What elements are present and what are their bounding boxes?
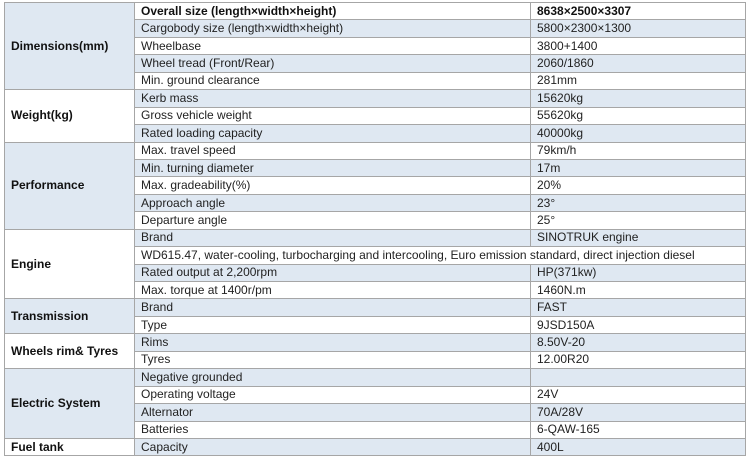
value-cell: 8.50V-20 (531, 334, 746, 351)
table-row (5, 3, 746, 20)
table-row (5, 299, 746, 316)
table-row (5, 229, 746, 246)
value-cell: 23° (531, 194, 746, 211)
category-cell: Wheels rim& Tyres (5, 334, 135, 369)
value-cell: SINOTRUK engine (531, 229, 746, 246)
value-cell: 17m (531, 159, 746, 176)
parameter-cell: Approach angle (135, 194, 531, 211)
wide-description-cell: WD615.47, water-cooling, turbocharging and intercooling, Euro emission standard, direct injection diesel (135, 247, 746, 264)
category-cell: Transmission (5, 299, 135, 334)
value-cell: 20% (531, 177, 746, 194)
parameter-cell: Rated output at 2,200rpm (135, 264, 531, 281)
spec-table-container (4, 2, 745, 456)
value-cell: 55620kg (531, 107, 746, 124)
spec-table-body (5, 3, 746, 456)
value-cell: 6-QAW-165 (531, 421, 746, 438)
parameter-cell: Alternator (135, 404, 531, 421)
parameter-cell: Kerb mass (135, 90, 531, 107)
value-cell: 281mm (531, 72, 746, 89)
parameter-cell: Min. ground clearance (135, 72, 531, 89)
parameter-cell: Departure angle (135, 212, 531, 229)
value-cell: 24V (531, 386, 746, 403)
value-cell: 12.00R20 (531, 351, 746, 368)
parameter-cell: Cargobody size (length×width×height) (135, 20, 531, 37)
table-row (5, 142, 746, 159)
value-cell: 2060/1860 (531, 55, 746, 72)
value-cell: 25° (531, 212, 746, 229)
parameter-cell: Negative grounded (135, 369, 531, 386)
value-cell: 40000kg (531, 125, 746, 142)
spec-table (4, 2, 746, 456)
value-cell: 3800+1400 (531, 37, 746, 54)
parameter-cell: Type (135, 316, 531, 333)
category-cell: Dimensions(mm) (5, 3, 135, 90)
parameter-cell: Max. travel speed (135, 142, 531, 159)
parameter-cell: Overall size (length×width×height) (135, 3, 531, 20)
parameter-cell: Wheel tread (Front/Rear) (135, 55, 531, 72)
parameter-cell: Max. gradeability(%) (135, 177, 531, 194)
value-cell: 8638×2500×3307 (531, 3, 746, 20)
category-cell: Weight(kg) (5, 90, 135, 142)
table-row (5, 369, 746, 386)
table-row (5, 334, 746, 351)
category-cell: Electric System (5, 369, 135, 439)
value-cell: 400L (531, 438, 746, 455)
parameter-cell: Rated loading capacity (135, 125, 531, 142)
parameter-cell: Batteries (135, 421, 531, 438)
value-cell: HP(371kw) (531, 264, 746, 281)
parameter-cell: Capacity (135, 438, 531, 455)
category-cell: Engine (5, 229, 135, 299)
value-cell (531, 369, 746, 386)
value-cell: 70A/28V (531, 404, 746, 421)
parameter-cell: Min. turning diameter (135, 159, 531, 176)
parameter-cell: Rims (135, 334, 531, 351)
category-cell: Performance (5, 142, 135, 229)
value-cell: 9JSD150A (531, 316, 746, 333)
table-row (5, 438, 746, 455)
category-cell: Fuel tank (5, 438, 135, 455)
value-cell: 5800×2300×1300 (531, 20, 746, 37)
value-cell: 1460N.m (531, 282, 746, 299)
parameter-cell: Brand (135, 229, 531, 246)
parameter-cell: Gross vehicle weight (135, 107, 531, 124)
parameter-cell: Operating voltage (135, 386, 531, 403)
parameter-cell: Max. torque at 1400r/pm (135, 282, 531, 299)
value-cell: 15620kg (531, 90, 746, 107)
value-cell: 79km/h (531, 142, 746, 159)
parameter-cell: Brand (135, 299, 531, 316)
parameter-cell: Tyres (135, 351, 531, 368)
parameter-cell: Wheelbase (135, 37, 531, 54)
value-cell: FAST (531, 299, 746, 316)
table-row (5, 90, 746, 107)
